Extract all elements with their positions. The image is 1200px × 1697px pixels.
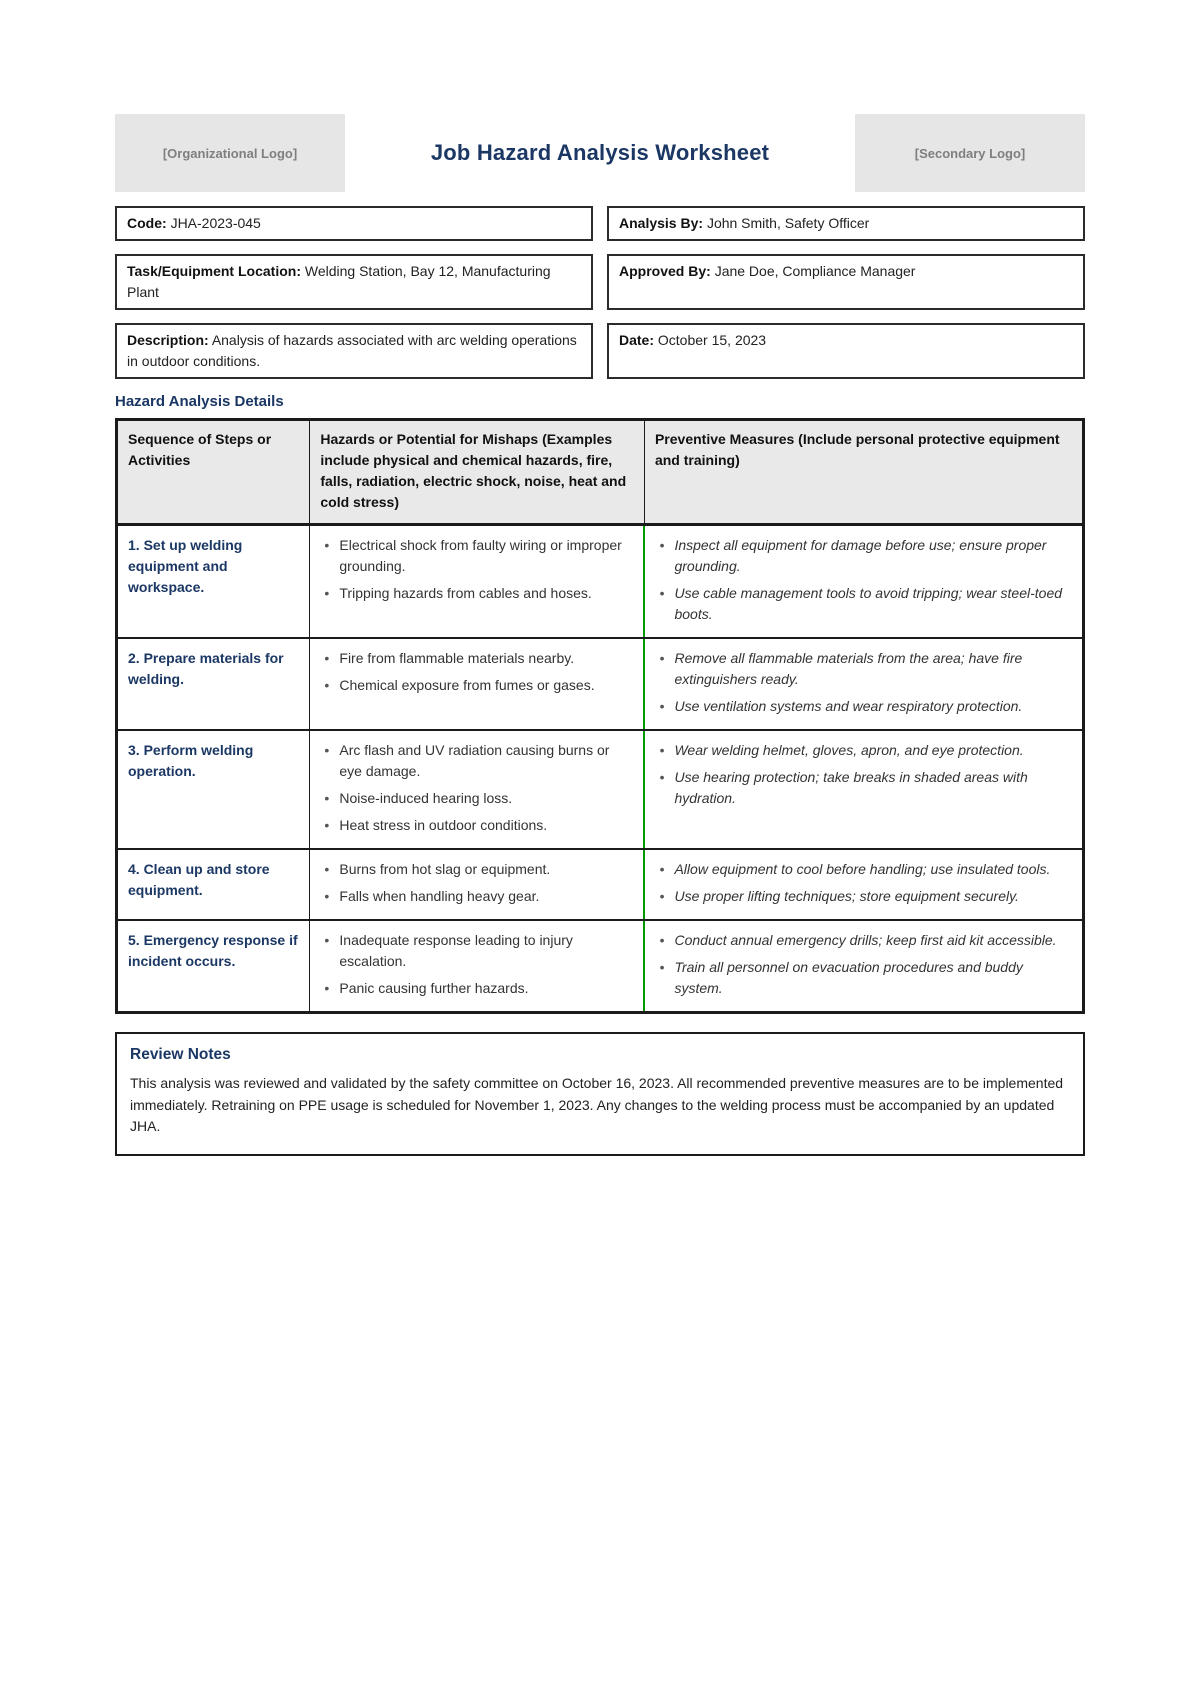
field-analysis-by-value: John Smith, Safety Officer	[706, 215, 870, 231]
info-grid	[115, 206, 1085, 379]
column-header-measures: Preventive Measures (Include personal protective equipment and training)	[644, 420, 1083, 525]
measure-item: • Allow equipment to cool before handling; use insulated tools.	[655, 859, 1072, 880]
table-row	[117, 638, 1084, 730]
field-analysis-by-label: Analysis By:	[619, 215, 704, 231]
hazard-item: • Tripping hazards from cables and hoses.	[320, 583, 633, 604]
table-row	[117, 525, 1084, 639]
measure-item: • Use proper lifting techniques; store equipment securely.	[655, 886, 1072, 907]
organizational-logo-placeholder	[115, 114, 345, 192]
field-approved-by-label: Approved By:	[619, 263, 711, 279]
field-date-value: October 15, 2023	[657, 332, 767, 348]
field-location	[115, 254, 593, 310]
hazard-item: • Chemical exposure from fumes or gases.	[320, 675, 633, 696]
hazards-cell	[310, 525, 645, 639]
field-date-label: Date:	[619, 332, 655, 348]
secondary-logo-label: [Secondary Logo]	[914, 145, 1026, 161]
hazard-item: • Fire from flammable materials nearby.	[320, 648, 633, 669]
field-description-label: Description:	[127, 332, 209, 348]
step-cell: 2. Prepare materials for welding.	[117, 638, 310, 730]
secondary-logo-placeholder	[855, 114, 1085, 192]
document-page	[115, 0, 1085, 1156]
organizational-logo-label: [Organizational Logo]	[162, 145, 298, 161]
measure-item: • Use ventilation systems and wear respiratory protection.	[655, 696, 1072, 717]
measures-cell	[644, 730, 1083, 849]
field-approved-by	[607, 254, 1085, 310]
table-row	[117, 730, 1084, 849]
field-analysis-by	[607, 206, 1085, 241]
field-code-value: JHA-2023-045	[170, 215, 261, 231]
field-description	[115, 323, 593, 379]
hazards-cell	[310, 920, 645, 1013]
column-header-hazards: Hazards or Potential for Mishaps (Examples include physical and chemical hazards, fire, falls, radiation, electric shock, noise, heat and cold stress)	[310, 420, 645, 525]
hazard-item: • Arc flash and UV radiation causing burns or eye damage.	[320, 740, 633, 782]
step-cell: 4. Clean up and store equipment.	[117, 849, 310, 920]
title-container	[345, 114, 855, 192]
measures-cell	[644, 849, 1083, 920]
field-code-label: Code:	[127, 215, 167, 231]
measure-item: • Train all personnel on evacuation procedures and buddy system.	[655, 957, 1072, 999]
measure-item: • Remove all flammable materials from the area; have fire extinguishers ready.	[655, 648, 1072, 690]
step-cell: 5. Emergency response if incident occurs.	[117, 920, 310, 1013]
field-description-value: Analysis of hazards associated with arc welding operations in outdoor conditions.	[127, 332, 577, 369]
hazards-cell	[310, 849, 645, 920]
step-cell: 3. Perform welding operation.	[117, 730, 310, 849]
measure-item: • Wear welding helmet, gloves, apron, and eye protection.	[655, 740, 1072, 761]
review-notes-body: This analysis was reviewed and validated by the safety committee on October 16, 2023. All recommended preventive measures are to be implemented immediately. Retraining on PPE usage is scheduled for November 1, 2023. Any changes to the welding process must be accompanied by an updated JHA.	[130, 1075, 1064, 1135]
page-title: Job Hazard Analysis Worksheet	[430, 140, 770, 165]
measures-cell	[644, 525, 1083, 639]
document-header	[115, 114, 1085, 192]
field-approved-by-value: Jane Doe, Compliance Manager	[714, 263, 916, 279]
hazard-item: • Burns from hot slag or equipment.	[320, 859, 633, 880]
measures-cell	[644, 920, 1083, 1013]
measure-item: • Use cable management tools to avoid tripping; wear steel-toed boots.	[655, 583, 1072, 625]
measure-item: • Conduct annual emergency drills; keep first aid kit accessible.	[655, 930, 1072, 951]
field-location-value: Welding Station, Bay 12, Manufacturing Plant	[127, 263, 551, 300]
measure-item: • Use hearing protection; take breaks in shaded areas with hydration.	[655, 767, 1072, 809]
hazards-cell	[310, 730, 645, 849]
section-heading-hazard-analysis-details: Hazard Analysis Details	[115, 393, 284, 410]
field-code	[115, 206, 593, 241]
hazard-item: • Heat stress in outdoor conditions.	[320, 815, 633, 836]
measures-cell	[644, 638, 1083, 730]
hazard-item: • Inadequate response leading to injury escalation.	[320, 930, 633, 972]
hazard-item: • Noise-induced hearing loss.	[320, 788, 633, 809]
step-cell: 1. Set up welding equipment and workspace.	[117, 525, 310, 639]
measure-item: • Inspect all equipment for damage before use; ensure proper grounding.	[655, 535, 1072, 577]
table-row	[117, 849, 1084, 920]
review-notes-title: Review Notes	[130, 1046, 231, 1063]
column-header-steps: Sequence of Steps or Activities	[117, 420, 310, 525]
hazard-item: • Electrical shock from faulty wiring or improper grounding.	[320, 535, 633, 577]
field-date	[607, 323, 1085, 379]
table-header-row	[117, 420, 1084, 525]
hazard-item: • Falls when handling heavy gear.	[320, 886, 633, 907]
hazards-cell	[310, 638, 645, 730]
hazard-analysis-table	[115, 418, 1085, 1014]
hazard-item: • Panic causing further hazards.	[320, 978, 633, 999]
field-location-label: Task/Equipment Location:	[127, 263, 301, 279]
table-row	[117, 920, 1084, 1013]
review-notes-box	[115, 1032, 1085, 1156]
